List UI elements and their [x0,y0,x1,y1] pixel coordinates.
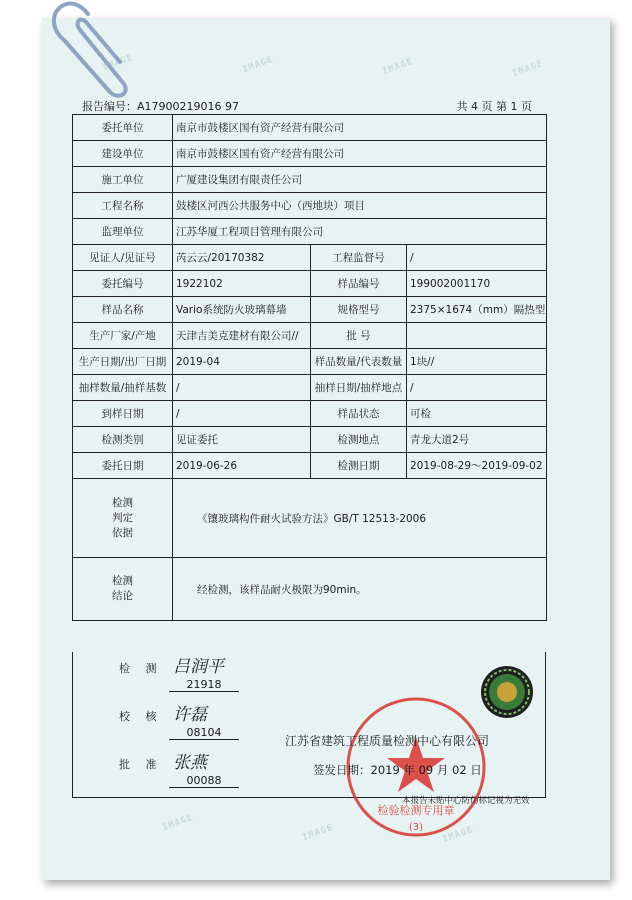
project-value: 鼓楼区河西公共服务中心（西地块）项目 [173,193,547,219]
report-table [72,114,547,621]
table-row [73,453,547,479]
table-row [73,219,547,245]
test-type-value: 见证委托 [173,427,311,453]
table-row [73,479,547,558]
builder-label: 建设单位 [73,141,173,167]
supervise-no-value: / [407,245,547,271]
witness-label: 见证人/见证号 [73,245,173,271]
sampling-qty-value: / [173,375,311,401]
commission-date-value: 2019-06-26 [173,453,311,479]
table-row [73,245,547,271]
table-row [73,349,547,375]
issue-date: 签发日期：2019 年 09 月 02 日 [313,763,482,777]
issuing-center: 江苏省建筑工程质量检测中心有限公司 [285,734,490,748]
client-value: 南京市鼓楼区国有资产经营有限公司 [173,115,547,141]
sampling-date-label: 抽样日期/抽样地点 [311,375,407,401]
table-row [73,323,547,349]
footnote: 本报告未贴中心防伪标记视为无效 [402,796,530,806]
approve-signature: 张燕 [173,753,207,773]
conclusion-label [73,558,173,621]
maker-label: 生产厂家/产地 [73,323,173,349]
constructor-label: 施工单位 [73,167,173,193]
check-signature: 许磊 [173,705,207,725]
supervisor-value: 江苏华厦工程项目管理有限公司 [173,219,547,245]
conclusion-label-2: 结论 [112,590,133,602]
qty-value: 1块// [407,349,547,375]
commission-no-value: 1922102 [173,271,311,297]
sample-state-label: 样品状态 [311,401,407,427]
sample-state-value: 可检 [407,401,547,427]
table-row [73,141,547,167]
basis-label-1: 检测 [112,496,133,509]
builder-value: 南京市鼓楼区国有资产经营有限公司 [173,141,547,167]
conclusion-label-1: 检测 [112,575,133,587]
batch-value [407,323,547,349]
sample-no-value: 199002001170 [407,271,547,297]
test-place-label: 检测地点 [311,427,407,453]
witness-value: 芮云云/20170382 [173,245,311,271]
approve-staff-no: 00088 [169,774,239,788]
table-row [73,297,547,323]
sample-name-label: 样品名称 [73,297,173,323]
test-signature: 吕润平 [173,657,224,677]
stamp-label: 检验检测专用章 [377,804,455,817]
page-info: 共 4 页 第 1 页 [456,100,532,113]
table-row [73,427,547,453]
qty-label: 样品数量/代表数量 [311,349,407,375]
sampling-qty-label: 抽样数量/抽样基数 [73,375,173,401]
table-row [73,167,547,193]
test-date-value: 2019-08-29～2019-09-02 [407,453,547,479]
table-row [73,375,547,401]
maker-value: 天津吉美克建材有限公司// [173,323,311,349]
basis-label-2: 判定 [112,511,133,524]
sample-no-label: 样品编号 [311,271,407,297]
table-row [73,193,547,219]
approve-sign-label: 批 准 [119,758,163,771]
basis-value: 《镶玻璃构件耐火试验方法》GB/T 12513-2006 [173,479,547,558]
check-sign-label: 校 核 [119,710,163,723]
basis-label-3: 依据 [112,526,133,539]
sampling-date-value: / [407,375,547,401]
prod-date-value: 2019-04 [173,349,311,375]
table-row [73,271,547,297]
test-date-label: 检测日期 [311,453,407,479]
table-row [73,401,547,427]
report-number: 报告编号：A17900219016 97 [82,100,240,113]
spec-value: 2375×1674（mm）隔热型 [407,297,547,323]
test-type-label: 检测类别 [73,427,173,453]
arrive-date-label: 到样日期 [73,401,173,427]
constructor-value: 广厦建设集团有限责任公司 [173,167,547,193]
commission-date-label: 委托日期 [73,453,173,479]
arrive-date-value: / [173,401,311,427]
commission-no-label: 委托编号 [73,271,173,297]
batch-label: 批 号 [311,323,407,349]
conclusion-value: 经检测，该样品耐火极限为90min。 [173,558,547,621]
test-staff-no: 21918 [169,678,239,692]
paper-clip-icon [40,0,130,100]
basis-label [73,479,173,558]
spec-label: 规格型号 [311,297,407,323]
stamp-number: (3) [408,822,424,833]
test-sign-label: 检 测 [119,662,163,675]
table-row [73,558,547,621]
test-place-value: 青龙大道2号 [407,427,547,453]
sample-name-value: Vario系统防火玻璃幕墙 [173,297,311,323]
report-paper: IMAGE IMAGE IMAGE IMAGE IMAGE IMAGE IMAGE [42,18,610,880]
table-row [73,115,547,141]
supervise-no-label: 工程监督号 [311,245,407,271]
project-label: 工程名称 [73,193,173,219]
prod-date-label: 生产日期/出厂日期 [73,349,173,375]
client-label: 委托单位 [73,115,173,141]
supervisor-label: 监理单位 [73,219,173,245]
check-staff-no: 08104 [169,726,239,740]
